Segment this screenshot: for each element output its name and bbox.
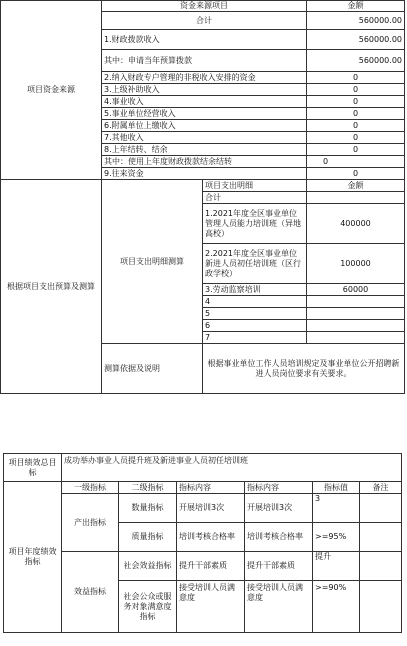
funding-row-label: 6.附属单位上缴收入 xyxy=(102,120,307,132)
indicator-content-2: 培训考核合格率 xyxy=(245,523,313,552)
indicator-value: 3 xyxy=(313,494,360,523)
funding-header-source: 资金来源项目 xyxy=(102,1,307,12)
indicator-content-1: 培训考核合格率 xyxy=(177,523,245,552)
funding-row-amount: 0 xyxy=(307,168,405,180)
funding-row-amount: 0 xyxy=(307,132,405,144)
header-note: 备注 xyxy=(360,482,402,494)
expense-section-label: 根据项目支出预算及测算 xyxy=(1,180,102,394)
indicator-content-2: 提升干部素质 xyxy=(245,552,313,581)
funding-row-label: 1.财政拨款收入 xyxy=(102,30,307,50)
expense-detail-label: 项目支出明细测算 xyxy=(102,180,203,344)
header-level2: 二级指标 xyxy=(119,482,177,494)
expense-row-label: 3.劳动监察培训 xyxy=(203,284,307,296)
expense-row-amount xyxy=(307,296,405,308)
expense-row-amount: 100000 xyxy=(307,244,405,284)
expense-header-amount: 金额 xyxy=(307,180,405,192)
expense-header-item: 项目支出明细 xyxy=(203,180,307,192)
indicator-value: >=90% xyxy=(313,581,360,633)
indicator-value: >=95% xyxy=(313,523,360,552)
funding-row-label: 4.事业收入 xyxy=(102,96,307,108)
funding-row-label: 5.事业单位经营收入 xyxy=(102,108,307,120)
goal-label: 项目绩效总目标 xyxy=(4,454,62,482)
funding-row-amount: 0 xyxy=(307,84,405,96)
expense-row-label: 6 xyxy=(203,320,307,332)
expense-basis-text: 根据事业单位工作人员培训规定及事业单位公开招聘新进人员岗位要求有关要求。 xyxy=(203,344,405,394)
indicator-value: 提升 xyxy=(313,552,360,581)
funding-row-amount: 0 xyxy=(307,108,405,120)
funding-row-label: 合计 xyxy=(102,12,307,30)
output-indicators-label: 产出指标 xyxy=(62,494,119,552)
expense-row-amount: 400000 xyxy=(307,204,405,244)
funding-row-label: 3.上级补助收入 xyxy=(102,84,307,96)
benefit-indicators-label: 效益指标 xyxy=(62,552,119,633)
indicator-level2: 数量指标 xyxy=(119,494,177,523)
funding-row-label: 其中：申请当年预算拨款 xyxy=(102,50,307,72)
indicator-content-1: 接受培训人员满意度 xyxy=(177,581,245,633)
funding-row-label: 其中：使用上年度财政拨款结余结转 xyxy=(102,156,307,168)
expense-row-label: 5 xyxy=(203,308,307,320)
header-content-1: 指标内容 xyxy=(177,482,245,494)
funding-row-label: 2.纳入财政专户管理的非税收入安排的资金 xyxy=(102,72,307,84)
funding-header-amount: 金额 xyxy=(307,1,405,12)
indicator-level2: 社会效益指标 xyxy=(119,552,177,581)
header-content-2: 指标内容 xyxy=(245,482,313,494)
funding-row-amount: 560000.00 xyxy=(307,50,405,72)
funding-section-label: 项目资金来源 xyxy=(1,1,102,180)
funding-row-amount: 0 xyxy=(307,96,405,108)
expense-row-amount xyxy=(307,308,405,320)
expense-row-label: 4 xyxy=(203,296,307,308)
expense-row-label: 1.2021年度全区事业单位管理人员能力培训班（异地高校） xyxy=(203,204,307,244)
goal-text: 成功举办事业人员提升班及新进事业人员初任培训班 xyxy=(62,454,402,482)
funding-row-amount: 0 xyxy=(307,120,405,132)
expense-basis-label: 测算依据及说明 xyxy=(102,344,203,394)
expense-row-amount: 60000 xyxy=(307,284,405,296)
expense-row-label: 7 xyxy=(203,332,307,344)
funding-row-amount: 0 xyxy=(307,72,405,84)
performance-table xyxy=(3,453,402,633)
funding-row-amount: 0 xyxy=(307,156,405,168)
funding-row-label: 9.往来资金 xyxy=(102,168,307,180)
header-value: 指标值 xyxy=(313,482,360,494)
funding-row-amount: 560000.00 xyxy=(307,12,405,30)
indicator-level2: 社会公众或服务对象满意度指标 xyxy=(119,581,177,633)
funding-row-amount: 560000.00 xyxy=(307,30,405,50)
expense-row-amount xyxy=(307,320,405,332)
indicator-content-1: 开展培训3次 xyxy=(177,494,245,523)
indicator-content-2: 接受培训人员满意度 xyxy=(245,581,313,633)
indicator-note xyxy=(360,552,402,581)
indicator-note xyxy=(360,494,402,523)
indicator-level2: 质量指标 xyxy=(119,523,177,552)
expense-row-amount xyxy=(307,192,405,204)
header-level1: 一级指标 xyxy=(62,482,119,494)
indicator-note xyxy=(360,523,402,552)
annual-indicators-label: 项目年度绩效指标 xyxy=(4,482,62,633)
expense-row-label: 合计 xyxy=(203,192,307,204)
funding-row-label: 8.上年结转、结余 xyxy=(102,144,307,156)
expense-row-amount xyxy=(307,332,405,344)
funding-row-amount: 0 xyxy=(307,144,405,156)
indicator-note xyxy=(360,581,402,633)
indicator-content-2: 开展培训3次 xyxy=(245,494,313,523)
expense-row-label: 2.2021年度全区事业单位新进人员初任培训班（区行政学校） xyxy=(203,244,307,284)
funding-row-label: 7.其他收入 xyxy=(102,132,307,144)
indicator-content-1: 提升干部素质 xyxy=(177,552,245,581)
